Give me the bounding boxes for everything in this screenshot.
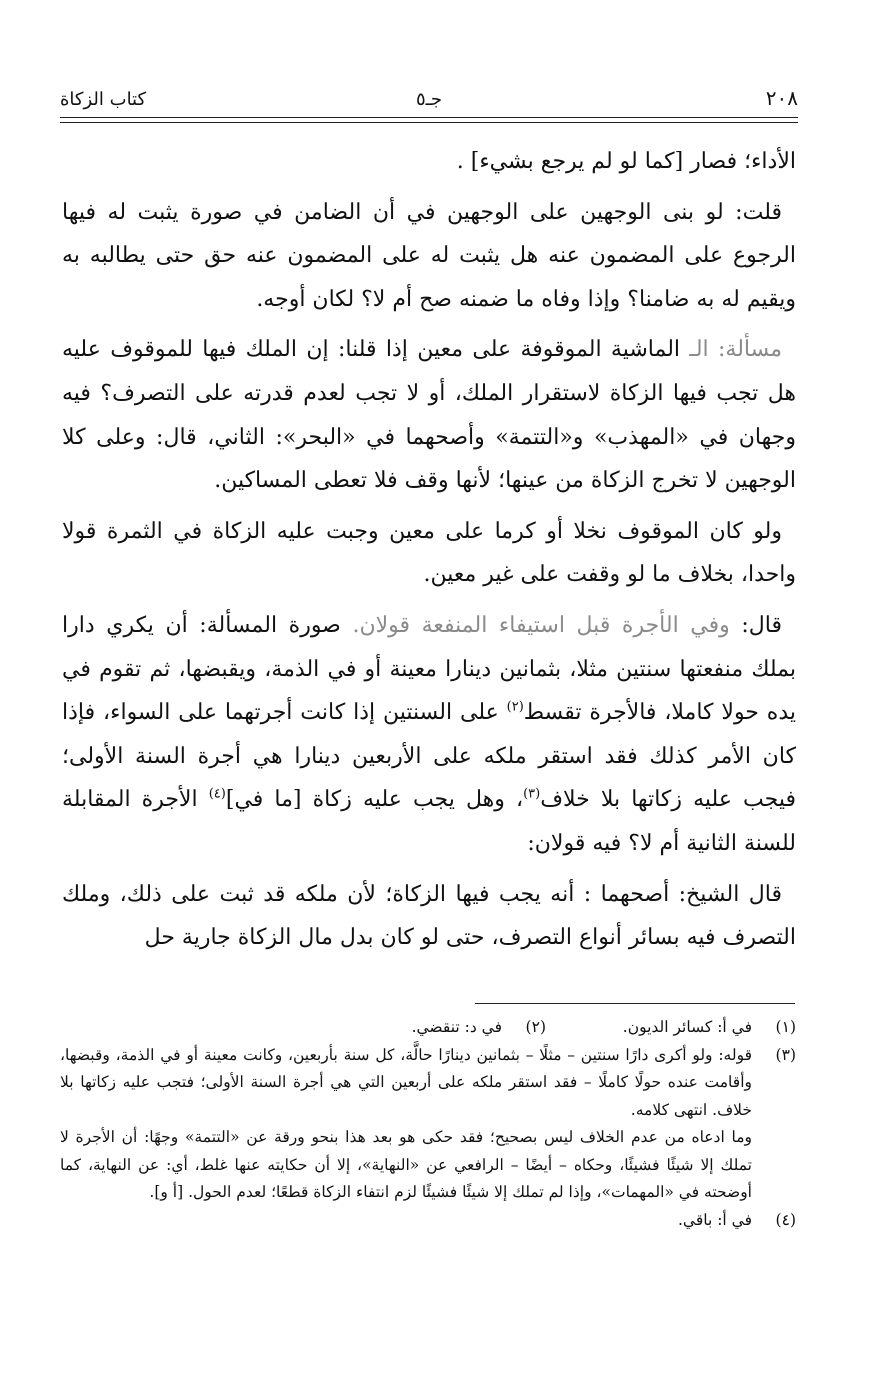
- page-number: ٢٠٨: [765, 86, 798, 110]
- paragraph-5-text-d: الأجرة المقابلة للسنة الثانية أم لا؟ فيه قولان:: [62, 787, 796, 856]
- header-rule-bottom: [60, 122, 798, 123]
- paragraph-1: الأداء؛ فصار [كما لو لم يرجع بشيء] .: [456, 149, 796, 174]
- paragraph-5-text-c: ، وهل يجب عليه زكاة [ما في]: [225, 787, 524, 813]
- footnote-row-1-2: [60, 1014, 796, 1042]
- paragraph-5: [62, 604, 796, 866]
- paragraph-6: قال الشيخ: أصحهما : أنه يجب فيها الزكاة؛ لأن ملكه قد ثبت على ذلك، وملك التصرف فيه بسائر أنواع التصرف، حتى لو كان بدل مال الزكاة جارية حل: [62, 881, 796, 951]
- footnote-ref-3: (٣): [523, 786, 541, 802]
- paragraph-4: ولو كان الموقوف نخلا أو كرما على معين وجبت عليه الزكاة في الثمرة قولا واحدا، بخلاف ما لو وقفت على غير معين.: [62, 518, 796, 588]
- footnote-4-number: (٤): [775, 1210, 796, 1229]
- book-title: كتاب الزكاة: [60, 89, 147, 110]
- paragraph-5-start: قال:: [741, 612, 782, 638]
- paragraph-3: [62, 328, 796, 502]
- header-rule-top: [60, 117, 798, 118]
- footnote-3-text: قوله: ولو أكرى دارًا سنتين – مثلًا – بثمانين دينارًا حالَّة، كل سنة بأربعين، وكانت معينة أو في الذمة، وقبضها، وأقامت عنده حولًا كاملًا – فقد استقر ملكه على أربعين التي هي أجرة السنة الأولى؛ فتجب عليه زكاتها بلا خلاف. انتهى كلامه.: [60, 1045, 752, 1119]
- footnote-2-text: في د: تنقضي.: [411, 1018, 502, 1036]
- footnote-4-text: في أ: باقي.: [677, 1210, 752, 1229]
- main-text: [62, 140, 796, 967]
- paragraph-5-text-b: على السنتين إذا كانت أجرتهما على السواء، فإذا كان الأمر كذلك فقد استقر ملكه على الأربعين دينارا هي أجرة السنة الأولى؛ فيجب عليه زكاتها بلا خلاف: [62, 700, 797, 813]
- footnote-3-number: (٣): [775, 1045, 796, 1064]
- footnote-2-number: (٢): [525, 1018, 546, 1036]
- footnote-4: [60, 1207, 796, 1235]
- footnote-1-text: في أ: كسائر الديون.: [622, 1018, 752, 1036]
- page-header: [60, 80, 798, 110]
- footnote-ref-4: (٤): [208, 786, 226, 802]
- volume-label: جـ٥: [415, 89, 443, 110]
- footnote-1-number: (١): [775, 1018, 796, 1036]
- footnote-3: [60, 1042, 796, 1125]
- footnote-3-continuation: وما ادعاه من عدم الخلاف ليس بصحيح؛ فقد حكى هو بعد هذا بنحو ورقة عن «التتمة» وجهًا: أن الأجرة لا تملك إلا شيئًا فشيئًا، وحكاه – أيضًا – الرافعي عن «النهاية»، إلا أن حكايته عنها غلط، أي: عن النهاية، كما أوضحته في «المهمات»، وإذا لم تملك إلا شيئًا فشيئًا لزم انتفاء الزكاة قطعًا؛ لعدم الحول. [أ و].: [60, 1128, 752, 1201]
- footnote-ref-2: (٢): [506, 699, 524, 715]
- paragraph-5-text-a: صورة المسألة: أن يكري دارا بملك منفعتها سنتين مثلا، بثمانين دينارا معينة أو في الذمة، ويقبضها، ثم تقوم في يده حولا كاملا، فالأجرة تقسط: [62, 612, 796, 726]
- footnote-separator: [475, 1003, 795, 1004]
- faded-rule-statement: وفي الأجرة قبل استيفاء المنفعة قولان.: [352, 612, 730, 638]
- paragraph-3-text: الماشية الموقوفة على معين إذا قلنا: إن الملك فيها للموقوف عليه هل تجب فيها الزكاة لاستقرار الملك، أو لا تجب لعدم قدرته على التصرف؟ فيه وجهان في «المهذب» و«التتمة» وأصحهما في «البحر»: الثاني، قال: وعلى كلا الوجهين لا تخرج الزكاة من عينها؛ لأنها وقف فلا تعطى المساكين.: [62, 337, 796, 494]
- footnotes: [60, 1014, 796, 1234]
- paragraph-2: قلت: لو بنى الوجهين على الوجهين في أن الضامن في صورة يثبت له فيها الرجوع على المضمون عنه هل يثبت له على المضمون عنه حق حتى يطالبه به ويقيم له به ضامنا؟ وإذا وفاه ما ضمنه صح أم لا؟ لكان أوجه.: [62, 199, 796, 312]
- faded-heading: مسألة: الـ: [689, 337, 783, 363]
